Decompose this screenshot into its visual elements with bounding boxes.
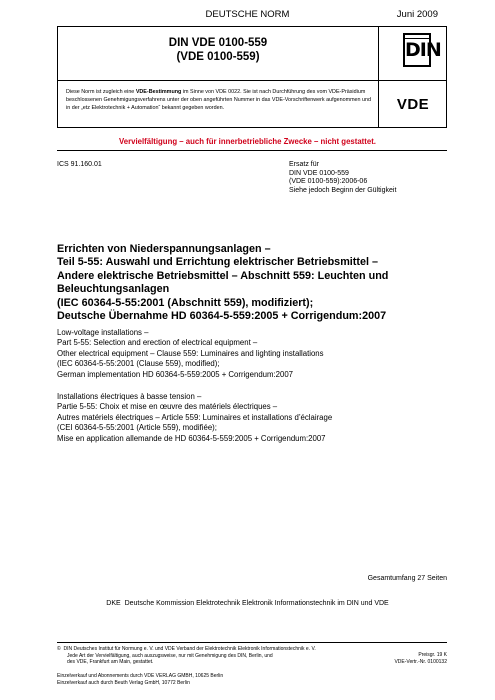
document-type-label: DEUTSCHE NORM: [205, 9, 290, 20]
dke-line: [0, 600, 495, 607]
dke-abbr: DKE: [106, 600, 121, 607]
price-group: Preisgr. 19 K: [418, 652, 447, 658]
footer-separator: [57, 642, 447, 643]
title-line: Low-voltage installations –: [57, 328, 149, 337]
copyright-line: Jede Art der Vervielfältigung, auch auszugsweise, nur mit Genehmigung des DIN, Berlin, und: [67, 652, 273, 659]
notice-bold: VDE-Bestimmung: [135, 89, 182, 95]
copyright-block: [57, 646, 316, 666]
vde-notice: [66, 88, 374, 113]
sales-line: Einzelverkauf auch durch Beuth Verlag GmbH, 10772 Berlin: [57, 679, 190, 686]
dke-full-name: Deutsche Kommission Elektrotechnik Elektronik Informationstechnik im DIN und VDE: [124, 600, 389, 607]
title-line: Autres matériels électriques – Article 559: Luminaires et installations d’éclairage: [57, 412, 333, 422]
title-line: Mise en application allemande de HD 60364-5-559:2005 + Corrigendum:2007: [57, 433, 326, 443]
copyright-line: des VDE, Frankfurt am Main, gestattet.: [67, 659, 154, 666]
notice-prefix: Diese Norm ist zugleich eine: [66, 89, 136, 95]
copyright-icon: ©: [57, 646, 61, 652]
title-line: Errichten von Niederspannungsanlagen –: [57, 243, 271, 255]
german-title: [57, 243, 452, 323]
replaces-line: (VDE 0100-559):2006-06: [289, 178, 368, 186]
title-line: (IEC 60364-5-55:2001 (Clause 559), modified);: [57, 359, 220, 369]
replaces-line: Ersatz für: [289, 161, 319, 168]
copyright-line: DIN Deutsches Institut für Normung e. V. und VDE Verband der Elektrotechnik Elektronik Informationstechnik e. V.: [63, 646, 316, 652]
separator-line: [57, 150, 447, 151]
replaces-line: Siehe jedoch Beginn der Gültigkeit: [289, 187, 397, 195]
title-line: (IEC 60364-5-55:2001 (Abschnitt 559), modifiziert);: [57, 296, 314, 309]
title-line: Andere elektrische Betriebsmittel – Abschnitt 559: Leuchten und: [57, 269, 389, 282]
title-box: [57, 26, 447, 128]
title-line: German implementation HD 60364-5-559:2005 + Corrigendum:2007: [57, 369, 293, 379]
sales-block: [57, 673, 223, 686]
din-logo: DIN: [403, 33, 431, 67]
publication-date: Juni 2009: [396, 9, 438, 20]
title-line: Deutsche Übernahme HD 60364-5-559:2005 + Corrigendum:2007: [57, 310, 387, 323]
english-title: [57, 328, 452, 380]
vde-order-number: VDE-Vertr.-Nr. 0100132: [394, 658, 447, 665]
title-line: Partie 5-55: Choix et mise en œuvre des matériels électriques –: [57, 402, 278, 412]
standard-number: [58, 36, 378, 64]
box-divider-vertical: [378, 27, 379, 127]
french-title: [57, 392, 452, 444]
ics-code: ICS 91.160.01: [57, 161, 102, 168]
replaces-line: DIN VDE 0100-559: [289, 169, 349, 177]
din-number: DIN VDE 0100-559: [168, 37, 268, 49]
title-line: Other electrical equipment – Clause 559: Luminaires and lighting installations: [57, 348, 324, 358]
replaces-block: [289, 161, 396, 196]
price-block: [394, 652, 447, 665]
total-pages: Gesamtumfang 27 Seiten: [367, 575, 447, 582]
vde-logo: VDE: [396, 95, 430, 113]
title-line: (CEI 60364-5-55:2001 (Article 559), modifiée);: [57, 423, 217, 433]
vde-classification: (VDE 0100-559): [176, 51, 260, 63]
copy-warning: Vervielfältigung – auch für innerbetriebliche Zwecke – nicht gestattet.: [119, 137, 376, 146]
notice-rest: im Sinne von VDE 0022. Sie ist nach Durchführung des vom VDE-Präsidium beschlossenen Genehmigungsverfahrens unter der oben angeführten Nummer in das VDE-Vorschriftenwerk aufgenommen und in der „etz Elektrotechnik + Automation“ bekannt gegeben worden.: [66, 89, 372, 112]
title-line: Part 5-55: Selection and erection of electrical equipment –: [57, 338, 258, 348]
sales-line: Einzelverkauf und Abonnements durch VDE VERLAG GMBH, 10625 Berlin: [57, 673, 224, 679]
title-line: Beleuchtungsanlagen: [57, 283, 170, 296]
title-line: Installations électriques à basse tension –: [57, 392, 202, 401]
title-line: Teil 5-55: Auswahl und Errichtung elektrischer Betriebsmittel –: [57, 256, 378, 269]
